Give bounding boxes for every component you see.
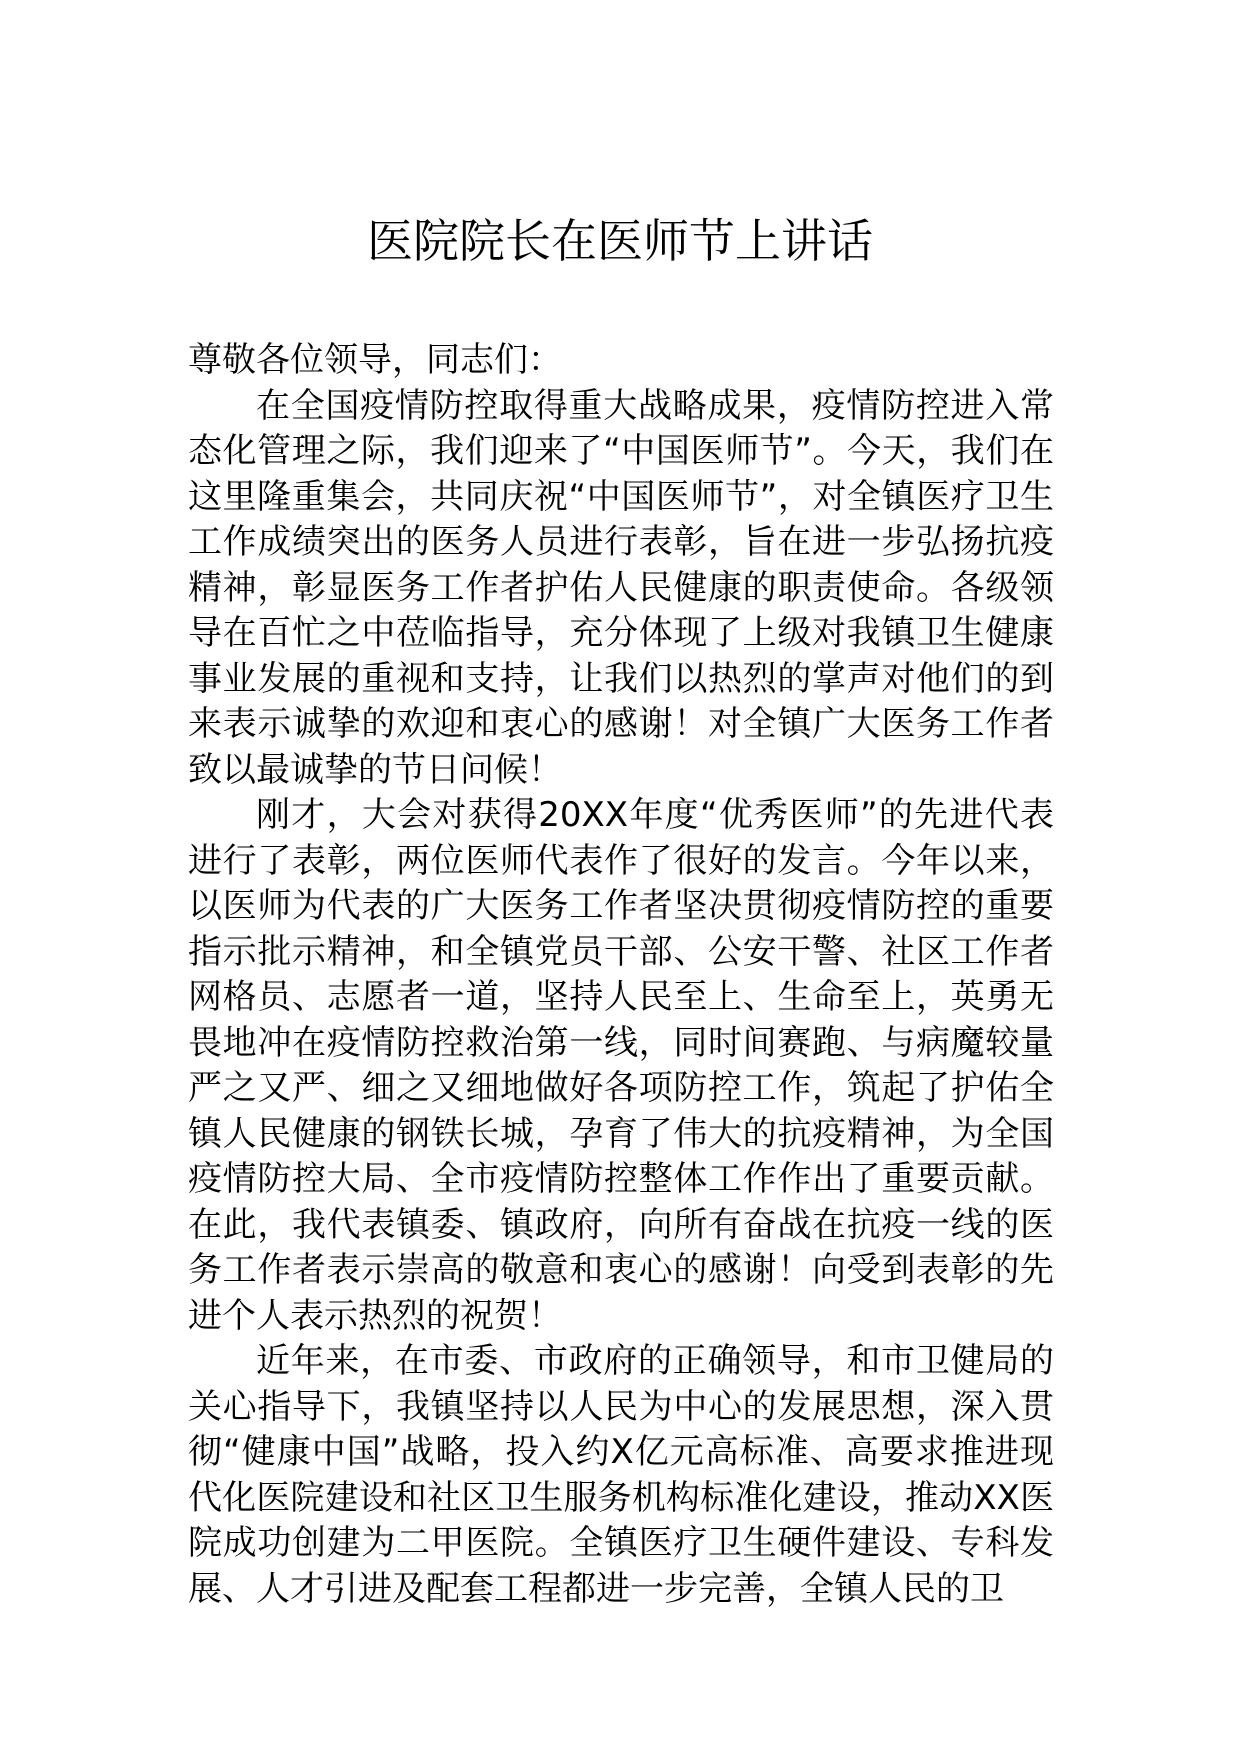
document-body: [188, 338, 1054, 1612]
document-title: 医院院长在医师节上讲话: [367, 214, 873, 268]
salutation: 尊敬各位领导，同志们：: [188, 340, 562, 380]
paragraph-3: 近年来，在市委、市政府的正确领导，和市卫健局的关心指导下，我镇坚持以人民为中心的发展思想，深入贯彻“健康中国”战略，投入约X亿元高标准、高要求推进现代化医院建设和社区卫生服务机构标准化建设，推动XX医院成功创建为二甲医院。全镇医疗卫生硬件建设、专科发展、人才引进及配套工程都进一步完善，全镇人民的卫: [188, 1341, 1054, 1609]
paragraph-2: 刚才，大会对获得20XX年度“优秀医师”的先进代表进行了表彰，两位医师代表作了很好的发言。今年以来，以医师为代表的广大医务工作者坚决贯彻疫情防控的重要指示批示精神，和全镇党员干部、公安干警、社区工作者网格员、志愿者一道，坚持人民至上、生命至上，英勇无畏地冲在疫情防控救治第一线，同时间赛跑、与病魔较量严之又严、细之又细地做好各项防控工作，筑起了护佑全镇人民健康的钢铁长城，孕育了伟大的抗疫精神，为全国疫情防控大局、全市疫情防控整体工作作出了重要贡献。在此，我代表镇委、镇政府，向所有奋战在抗疫一线的医务工作者表示崇高的敬意和衷心的感谢！向受到表彰的先进个人表示热烈的祝贺！: [188, 795, 1054, 1336]
paragraph-1: 在全国疫情防控取得重大战略成果，疫情防控进入常态化管理之际，我们迎来了“中国医师节”。今天，我们在这里隆重集会，共同庆祝“中国医师节”，对全镇医疗卫生工作成绩突出的医务人员进行表彰，旨在进一步弘扬抗疫精神，彰显医务工作者护佑人民健康的职责使命。各级领导在百忙之中莅临指导，充分体现了上级对我镇卫生健康事业发展的重视和支持，让我们以热烈的掌声对他们的到来表示诚挚的欢迎和衷心的感谢！对全镇广大医务工作者致以最诚挚的节日问候！: [188, 385, 1054, 790]
